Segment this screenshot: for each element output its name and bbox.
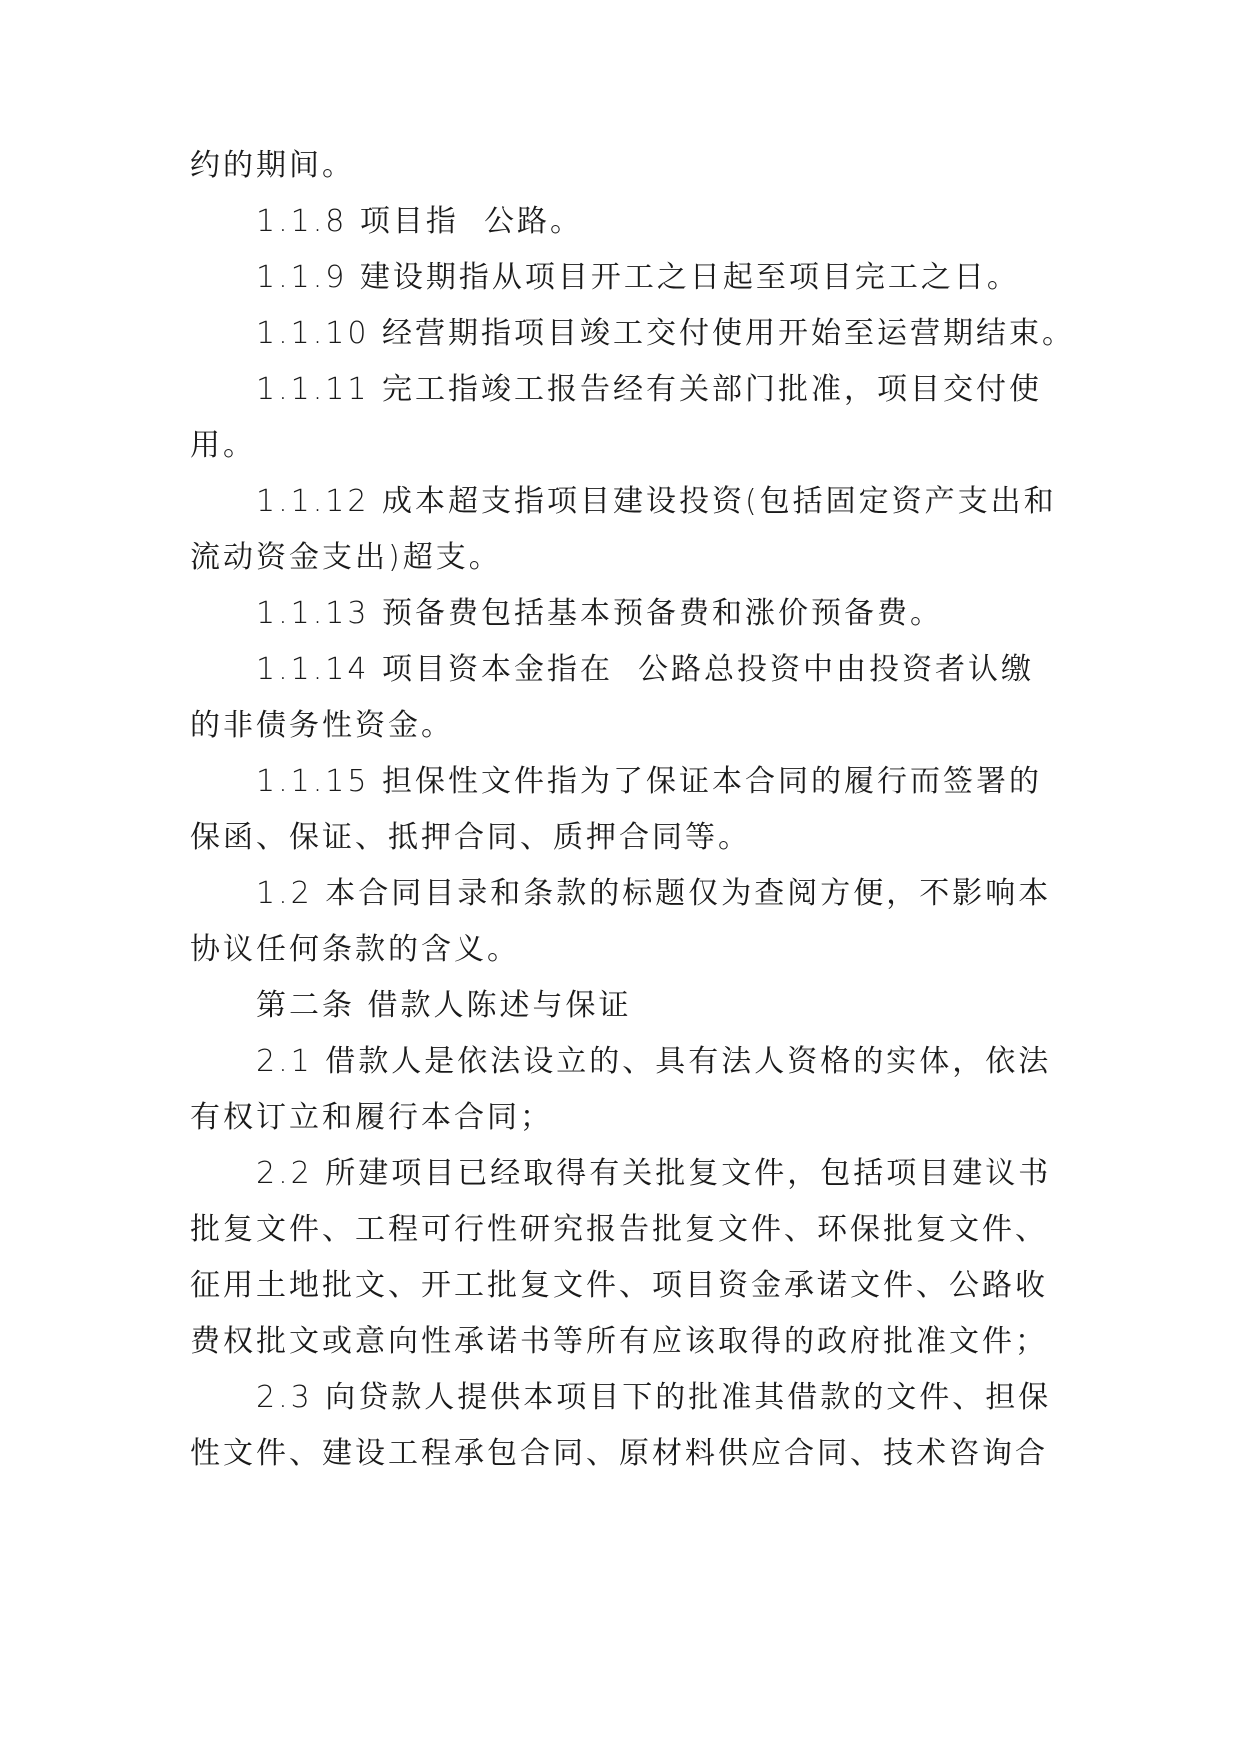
- text-line-1: 约的期间。: [190, 148, 355, 183]
- section-heading: 第二条 借款人陈述与保证: [256, 988, 632, 1023]
- text-line-12: 1.1.15 担保性文件指为了保证本合同的履行而签署的: [256, 764, 1042, 799]
- text-line-14: 1.2 本合同目录和条款的标题仅为查阅方便，不影响本: [256, 876, 1052, 911]
- text-line-15: 协议任何条款的含义。: [190, 932, 520, 967]
- text-line-22: 费权批文或意向性承诺书等所有应该取得的政府批准文件；: [190, 1324, 1048, 1359]
- text-line-19: 2.2 所建项目已经取得有关批复文件，包括项目建议书: [256, 1156, 1052, 1191]
- text-line-17: 2.1 借款人是依法设立的、具有法人资格的实体，依法: [256, 1044, 1052, 1079]
- text-line-21: 征用土地批文、开工批复文件、项目资金承诺文件、公路收: [190, 1268, 1048, 1303]
- text-line-8: 流动资金支出)超支。: [190, 540, 502, 575]
- text-line-13: 保函、保证、抵押合同、质押合同等。: [190, 820, 751, 855]
- text-line-2: 1.1.8 项目指 公路。: [256, 204, 583, 239]
- text-line-23: 2.3 向贷款人提供本项目下的批准其借款的文件、担保: [256, 1380, 1052, 1415]
- text-line-3: 1.1.9 建设期指从项目开工之日起至项目完工之日。: [256, 260, 1020, 295]
- text-line-20: 批复文件、工程可行性研究报告批复文件、环保批复文件、: [190, 1212, 1048, 1247]
- text-line-9: 1.1.13 预备费包括基本预备费和涨价预备费。: [256, 596, 943, 631]
- text-line-6: 用。: [190, 428, 256, 463]
- text-line-18: 有权订立和履行本合同；: [190, 1100, 553, 1135]
- text-line-7: 1.1.12 成本超支指项目建设投资(包括固定资产支出和: [256, 484, 1057, 519]
- text-line-10: 1.1.14 项目资本金指在 公路总投资中由投资者认缴: [256, 652, 1035, 687]
- text-line-5: 1.1.11 完工指竣工报告经有关部门批准，项目交付使: [256, 372, 1042, 407]
- text-line-4: 1.1.10 经营期指项目竣工交付使用开始至运营期结束。: [256, 316, 1075, 351]
- text-line-11: 的非债务性资金。: [190, 708, 454, 743]
- text-line-24: 性文件、建设工程承包合同、原材料供应合同、技术咨询合: [190, 1436, 1048, 1471]
